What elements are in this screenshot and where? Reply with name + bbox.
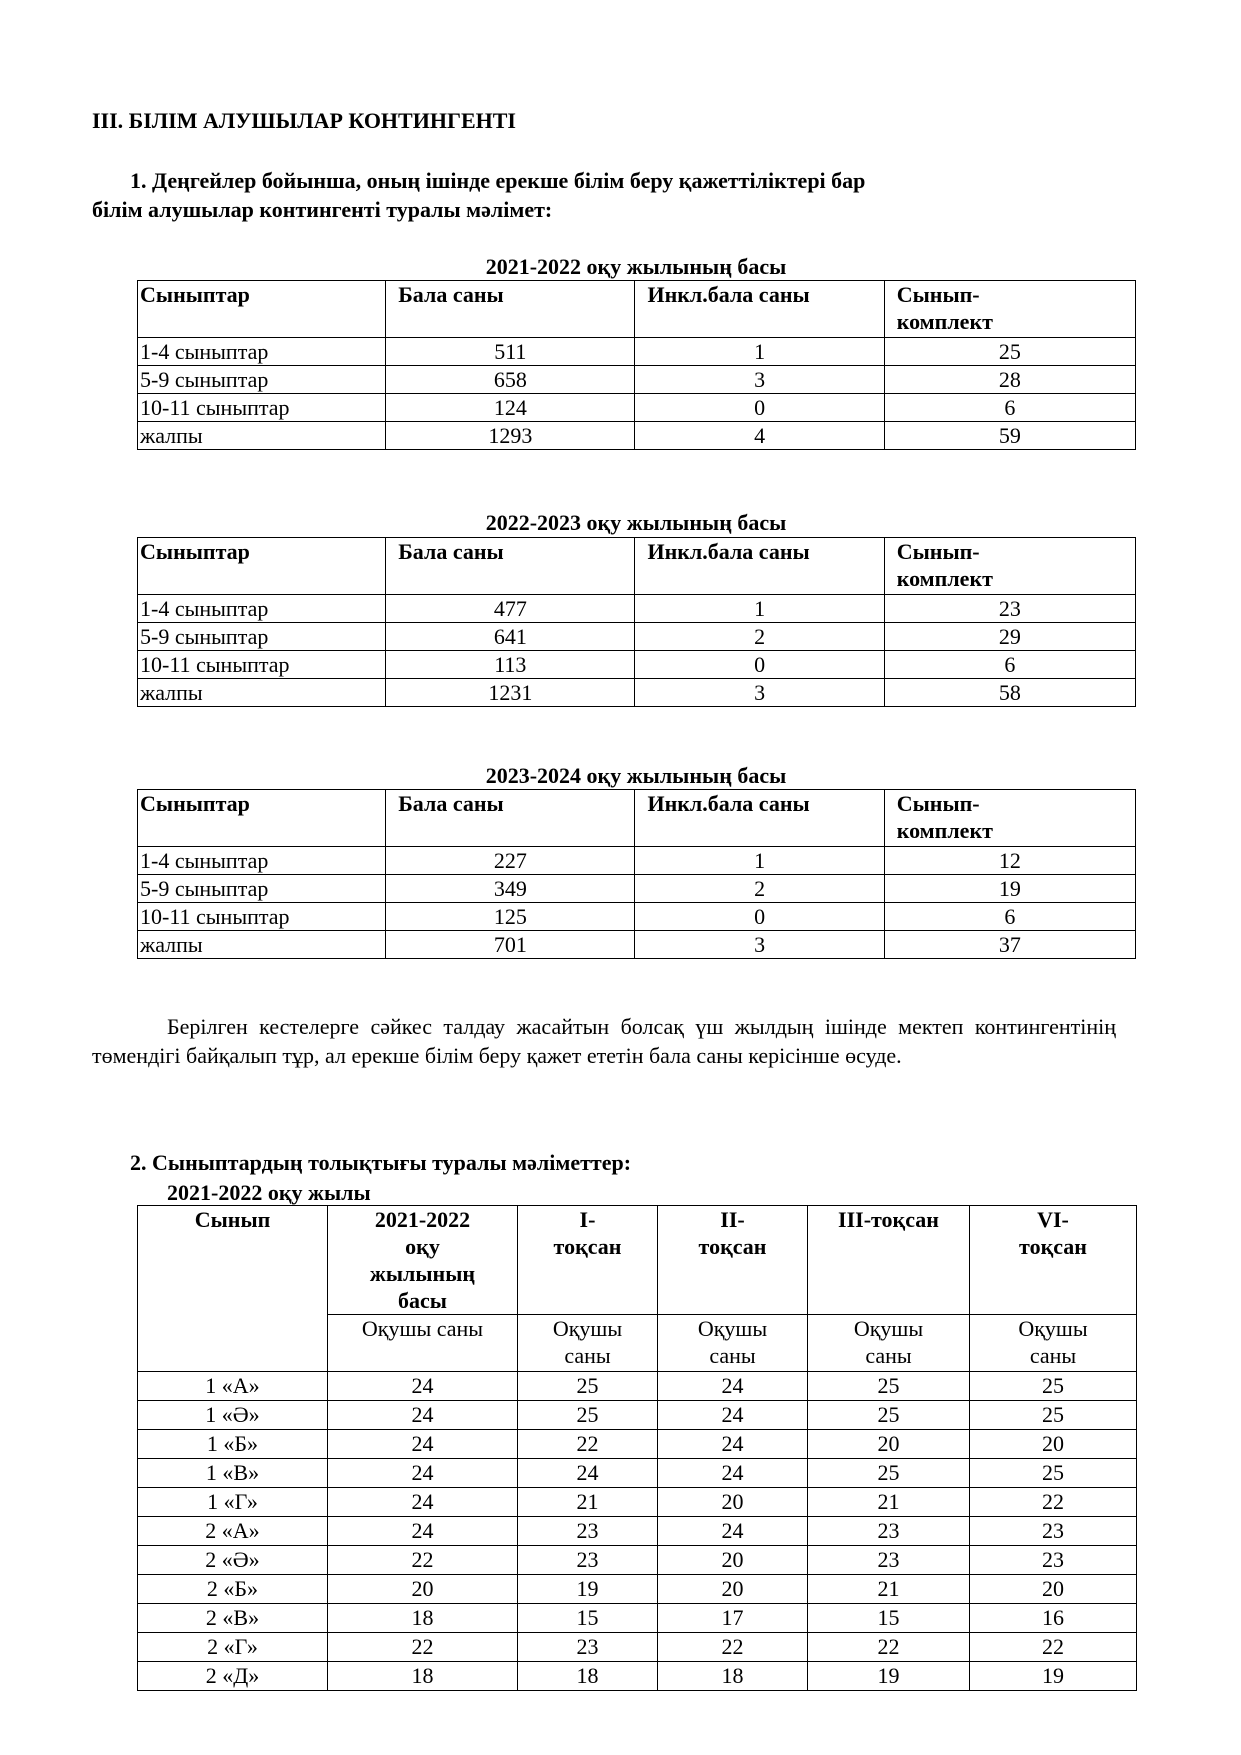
- cell-inclusive: 4: [635, 422, 884, 450]
- cell-children: 124: [386, 394, 635, 422]
- cell-complect: 37: [884, 931, 1135, 959]
- cell-complect: 6: [884, 651, 1135, 679]
- cell-year-start: 24: [328, 1459, 518, 1488]
- cell-quarter-2: 20: [658, 1488, 808, 1517]
- cell-inclusive: 2: [635, 623, 884, 651]
- cell-year-start: 24: [328, 1372, 518, 1401]
- cell-children: 113: [386, 651, 635, 679]
- cell-quarter-2: 24: [658, 1401, 808, 1430]
- intro-line-2: білім алушылар контингенті туралы мәлімет:: [92, 197, 553, 222]
- header-year-start-line3: жылының: [369, 1261, 476, 1286]
- cell-quarter-3: 25: [808, 1401, 970, 1430]
- header-quarter-1-line1: I-: [579, 1207, 596, 1232]
- cell-quarter-1: 23: [518, 1633, 658, 1662]
- cell-children: 477: [386, 595, 635, 623]
- header-quarter-4-line1: VI-: [1037, 1207, 1069, 1232]
- table-caption: 2021-2022 оқу жылының басы: [485, 254, 787, 279]
- table-row-total: [138, 931, 1136, 959]
- cell-class-group: 5-9 сыныптар: [138, 366, 386, 394]
- cell-class-group: 5-9 сыныптар: [138, 623, 386, 651]
- header-classes: Сыныптар: [138, 538, 386, 595]
- subheader-pupils-line2: саны: [865, 1343, 912, 1368]
- table-row: [138, 1488, 1137, 1517]
- cell-quarter-1: 22: [518, 1430, 658, 1459]
- cell-class-group: жалпы: [138, 422, 386, 450]
- cell-children: 1231: [386, 679, 635, 707]
- table-header-row: [138, 281, 1136, 338]
- cell-class: 2 «Д»: [138, 1662, 328, 1691]
- cell-class-group: 1-4 сыныптар: [138, 595, 386, 623]
- table-row: [138, 651, 1136, 679]
- cell-quarter-4: 23: [970, 1546, 1137, 1575]
- cell-year-start: 24: [328, 1488, 518, 1517]
- cell-children: 511: [386, 338, 635, 366]
- cell-complect: 6: [884, 903, 1135, 931]
- table-row: [138, 1604, 1137, 1633]
- cell-class-group: 10-11 сыныптар: [138, 903, 386, 931]
- cell-children: 701: [386, 931, 635, 959]
- cell-quarter-4: 22: [970, 1488, 1137, 1517]
- header-complect-line2: комплект: [896, 566, 993, 591]
- cell-quarter-4: 16: [970, 1604, 1137, 1633]
- header-complect-line1: Сынып-: [896, 539, 980, 564]
- header-quarter-1: [518, 1206, 658, 1315]
- header-classes: Сыныптар: [138, 281, 386, 338]
- table-row: [138, 595, 1136, 623]
- class-fullness-table: [137, 1205, 1137, 1691]
- cell-complect: 28: [884, 366, 1135, 394]
- cell-class: 2 «В»: [138, 1604, 328, 1633]
- cell-class-group: жалпы: [138, 931, 386, 959]
- cell-quarter-4: 20: [970, 1430, 1137, 1459]
- table-caption: 2022-2023 оқу жылының басы: [485, 510, 787, 535]
- cell-inclusive: 3: [635, 931, 884, 959]
- table-row: [138, 623, 1136, 651]
- cell-quarter-2: 20: [658, 1575, 808, 1604]
- header-complect: [884, 538, 1135, 595]
- cell-quarter-2: 18: [658, 1662, 808, 1691]
- cell-complect: 58: [884, 679, 1135, 707]
- cell-quarter-3: 19: [808, 1662, 970, 1691]
- table-row: [138, 903, 1136, 931]
- table-row: [138, 847, 1136, 875]
- cell-complect: 12: [884, 847, 1135, 875]
- cell-year-start: 24: [328, 1517, 518, 1546]
- table-row: [138, 1459, 1137, 1488]
- cell-quarter-4: 25: [970, 1372, 1137, 1401]
- cell-quarter-2: 20: [658, 1546, 808, 1575]
- cell-quarter-1: 23: [518, 1546, 658, 1575]
- header-complect-line2: комплект: [896, 309, 993, 334]
- cell-quarter-1: 21: [518, 1488, 658, 1517]
- header-children: Бала саны: [386, 538, 635, 595]
- contingent-table-2021: [137, 280, 1136, 450]
- cell-quarter-3: 25: [808, 1459, 970, 1488]
- cell-complect: 59: [884, 422, 1135, 450]
- cell-quarter-1: 19: [518, 1575, 658, 1604]
- cell-year-start: 18: [328, 1604, 518, 1633]
- header-year-start-line1: 2021-2022: [374, 1207, 471, 1232]
- header-inclusive: Инкл.бала саны: [635, 281, 884, 338]
- table-row: [138, 875, 1136, 903]
- cell-class-group: 10-11 сыныптар: [138, 394, 386, 422]
- table-row-total: [138, 679, 1136, 707]
- table-row: [138, 1517, 1137, 1546]
- subheader-pupils: [808, 1315, 970, 1372]
- cell-quarter-3: 23: [808, 1517, 970, 1546]
- cell-quarter-2: 17: [658, 1604, 808, 1633]
- subheader-pupils: Оқушы саны: [328, 1315, 518, 1372]
- cell-year-start: 24: [328, 1430, 518, 1459]
- cell-complect: 23: [884, 595, 1135, 623]
- cell-year-start: 24: [328, 1401, 518, 1430]
- cell-quarter-2: 24: [658, 1517, 808, 1546]
- header-year-start-line4: басы: [398, 1288, 447, 1313]
- cell-inclusive: 1: [635, 595, 884, 623]
- cell-class: 2 «Б»: [138, 1575, 328, 1604]
- cell-quarter-4: 25: [970, 1401, 1137, 1430]
- subheader-pupils-line1: Оқушы: [853, 1316, 924, 1341]
- analysis-paragraph: Берілген кестелерге сәйкес талдау жасайтын болсақ үш жылдың ішінде мектеп контингентінің төмендігі байқалып тұр, ал ерекше білім беру қажет ететін бала саны керісінше өсуде.: [92, 1014, 1116, 1068]
- table-header-row: [138, 790, 1136, 847]
- header-complect-line2: комплект: [896, 818, 993, 843]
- header-quarter-4: [970, 1206, 1137, 1315]
- cell-complect: 6: [884, 394, 1135, 422]
- cell-quarter-3: 22: [808, 1633, 970, 1662]
- cell-quarter-2: 24: [658, 1459, 808, 1488]
- header-quarter-4-line2: тоқсан: [1019, 1234, 1087, 1259]
- cell-children: 641: [386, 623, 635, 651]
- cell-inclusive: 0: [635, 903, 884, 931]
- header-quarter-1-line2: тоқсан: [553, 1234, 622, 1259]
- cell-inclusive: 3: [635, 679, 884, 707]
- subheader-pupils: [518, 1315, 658, 1372]
- table-row: [138, 394, 1136, 422]
- cell-class-group: 10-11 сыныптар: [138, 651, 386, 679]
- cell-quarter-4: 20: [970, 1575, 1137, 1604]
- cell-inclusive: 0: [635, 651, 884, 679]
- header-year-start: [328, 1206, 518, 1315]
- cell-inclusive: 2: [635, 875, 884, 903]
- table-row: [138, 338, 1136, 366]
- subheader-pupils: [658, 1315, 808, 1372]
- header-quarter-2-line2: тоқсан: [698, 1234, 767, 1259]
- table-caption: 2023-2024 оқу жылының басы: [485, 763, 787, 788]
- header-quarter-2: [658, 1206, 808, 1315]
- header-class: Сынып: [138, 1206, 328, 1372]
- table-row: [138, 1546, 1137, 1575]
- big-table-header-row: [138, 1206, 1137, 1315]
- cell-year-start: 20: [328, 1575, 518, 1604]
- cell-class-group: 1-4 сыныптар: [138, 338, 386, 366]
- section-title: III. БІЛІМ АЛУШЫЛАР КОНТИНГЕНТІ: [92, 108, 516, 133]
- header-complect-line1: Сынып-: [896, 282, 980, 307]
- cell-inclusive: 0: [635, 394, 884, 422]
- cell-quarter-3: 15: [808, 1604, 970, 1633]
- cell-inclusive: 3: [635, 366, 884, 394]
- cell-class: 1 «Ә»: [138, 1401, 328, 1430]
- cell-children: 658: [386, 366, 635, 394]
- cell-quarter-4: 19: [970, 1662, 1137, 1691]
- cell-children: 1293: [386, 422, 635, 450]
- table-row-total: [138, 422, 1136, 450]
- table-row: [138, 1633, 1137, 1662]
- table-header-row: [138, 538, 1136, 595]
- cell-inclusive: 1: [635, 847, 884, 875]
- header-inclusive: Инкл.бала саны: [635, 790, 884, 847]
- subheader-pupils-line1: Оқушы: [552, 1316, 623, 1341]
- subheader-pupils-line2: саны: [1029, 1343, 1077, 1368]
- cell-class-group: 5-9 сыныптар: [138, 875, 386, 903]
- table-row: [138, 1662, 1137, 1691]
- contingent-table-2023: [137, 789, 1136, 959]
- table-row: [138, 366, 1136, 394]
- cell-quarter-1: 23: [518, 1517, 658, 1546]
- cell-year-start: 18: [328, 1662, 518, 1691]
- cell-quarter-1: 24: [518, 1459, 658, 1488]
- header-children: Бала саны: [386, 790, 635, 847]
- header-inclusive: Инкл.бала саны: [635, 538, 884, 595]
- cell-class: 1 «Б»: [138, 1430, 328, 1459]
- subheader-pupils-line2: саны: [709, 1343, 756, 1368]
- cell-children: 227: [386, 847, 635, 875]
- header-complect: [884, 790, 1135, 847]
- cell-quarter-3: 23: [808, 1546, 970, 1575]
- header-quarter-3: III-тоқсан: [808, 1206, 970, 1315]
- cell-quarter-4: 23: [970, 1517, 1137, 1546]
- cell-complect: 29: [884, 623, 1135, 651]
- cell-inclusive: 1: [635, 338, 884, 366]
- header-complect: [884, 281, 1135, 338]
- cell-quarter-3: 21: [808, 1575, 970, 1604]
- cell-class: 1 «Г»: [138, 1488, 328, 1517]
- table-row: [138, 1430, 1137, 1459]
- cell-quarter-3: 21: [808, 1488, 970, 1517]
- table-row: [138, 1575, 1137, 1604]
- cell-class-group: жалпы: [138, 679, 386, 707]
- table-row: [138, 1401, 1137, 1430]
- contingent-table-2022: [137, 537, 1136, 707]
- section2-title: 2. Сыныптардың толықтығы туралы мәліметтер:: [130, 1150, 632, 1175]
- cell-children: 349: [386, 875, 635, 903]
- cell-quarter-3: 25: [808, 1372, 970, 1401]
- cell-class: 2 «А»: [138, 1517, 328, 1546]
- intro-line-1: 1. Деңгейлер бойынша, оның ішінде ерекше білім беру қажеттіліктері бар: [130, 168, 866, 193]
- cell-class: 1 «А»: [138, 1372, 328, 1401]
- cell-quarter-2: 24: [658, 1430, 808, 1459]
- table-row: [138, 1372, 1137, 1401]
- subheader-pupils: [970, 1315, 1137, 1372]
- cell-year-start: 22: [328, 1633, 518, 1662]
- header-year-start-line2: оқу: [405, 1234, 440, 1259]
- cell-class-group: 1-4 сыныптар: [138, 847, 386, 875]
- cell-quarter-1: 25: [518, 1401, 658, 1430]
- subheader-pupils-line1: Оқушы: [1018, 1316, 1088, 1341]
- cell-quarter-2: 24: [658, 1372, 808, 1401]
- header-children: Бала саны: [386, 281, 635, 338]
- cell-children: 125: [386, 903, 635, 931]
- subheader-pupils-line2: саны: [564, 1343, 611, 1368]
- cell-quarter-2: 22: [658, 1633, 808, 1662]
- cell-class: 2 «Г»: [138, 1633, 328, 1662]
- cell-quarter-1: 25: [518, 1372, 658, 1401]
- cell-quarter-1: 18: [518, 1662, 658, 1691]
- header-complect-line1: Сынып-: [896, 791, 980, 816]
- cell-complect: 19: [884, 875, 1135, 903]
- cell-quarter-1: 15: [518, 1604, 658, 1633]
- cell-class: 1 «В»: [138, 1459, 328, 1488]
- cell-quarter-3: 20: [808, 1430, 970, 1459]
- header-quarter-2-line1: II-: [720, 1207, 745, 1232]
- cell-complect: 25: [884, 338, 1135, 366]
- cell-class: 2 «Ә»: [138, 1546, 328, 1575]
- section2-subtitle: 2021-2022 оқу жылы: [167, 1180, 371, 1205]
- subheader-pupils-line1: Оқушы: [697, 1316, 768, 1341]
- cell-year-start: 22: [328, 1546, 518, 1575]
- cell-quarter-4: 25: [970, 1459, 1137, 1488]
- header-classes: Сыныптар: [138, 790, 386, 847]
- cell-quarter-4: 22: [970, 1633, 1137, 1662]
